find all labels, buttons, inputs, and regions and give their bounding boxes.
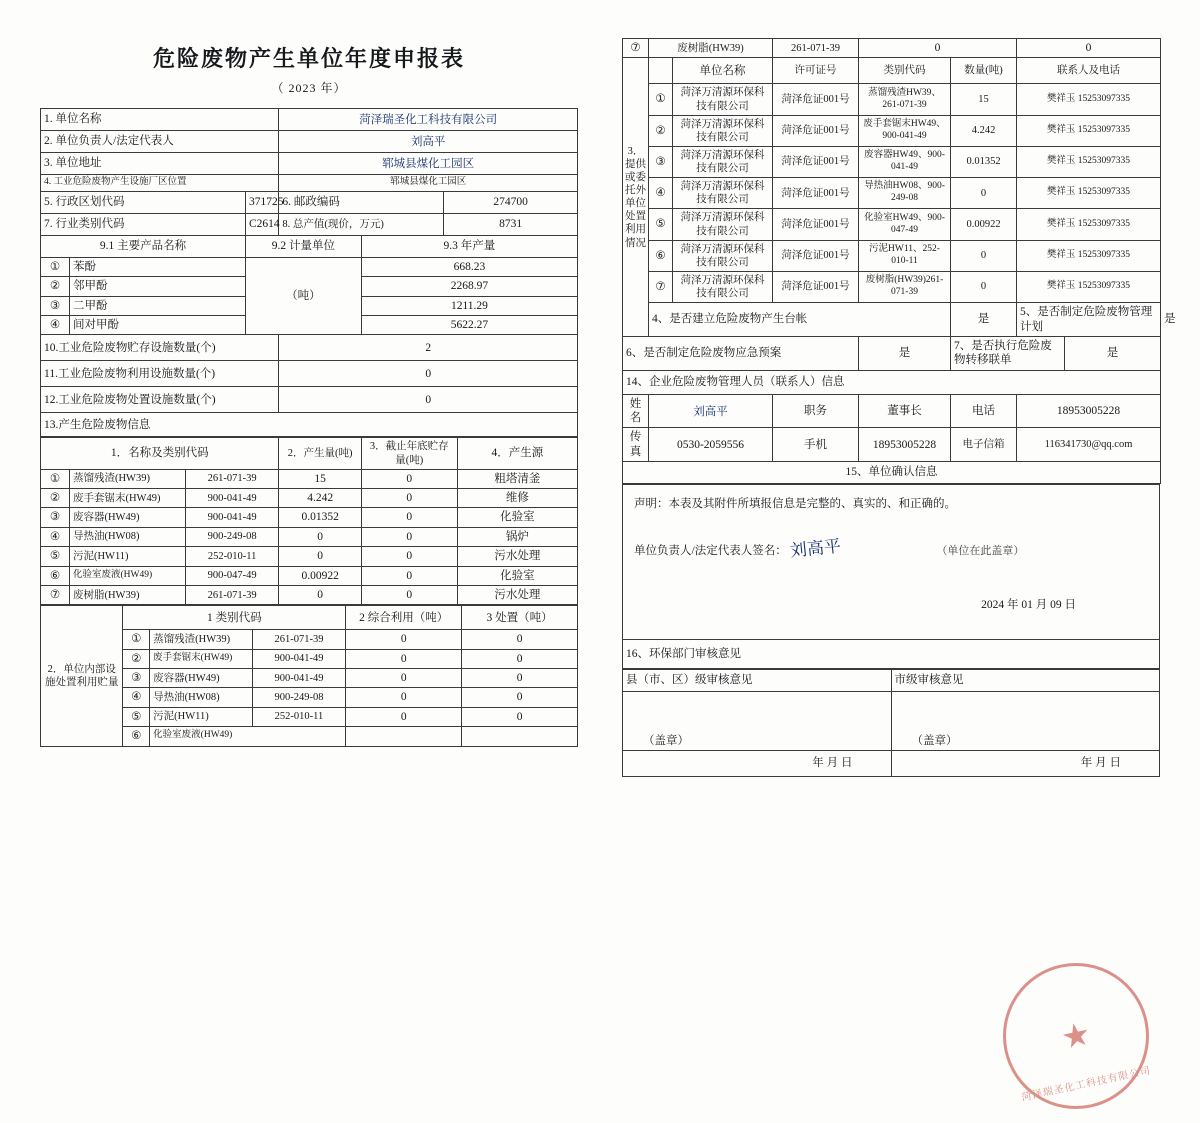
main-info-table [40,108,578,437]
product-name: 二甲酚 [69,296,245,315]
manager-post-value: 董事长 [859,394,951,428]
waste-stock: 0 [361,547,457,566]
waste-code: 900-249-08 [185,527,279,546]
waste-source: 污水处理 [457,547,577,566]
product-name: 间对甲酚 [69,316,245,335]
s3-index: ⑥ [649,240,673,271]
s3-index: ⑤ [649,209,673,240]
s3-index: ② [649,115,673,146]
waste-source: 化验室 [457,566,577,585]
sign-date: 2024 年 01 月 09 日 [981,599,1076,612]
seal-text: 菏泽瑞圣化工科技有限公司 [1020,1064,1152,1104]
manager-fax-value: 0530-2059556 [649,428,773,462]
s3-contact: 樊祥玉 15253097335 [1017,271,1161,302]
internal-name: 废容器(HW49) [150,669,252,688]
product-index: ③ [41,296,70,315]
product-index: ① [41,257,70,276]
row-value-unit-name: 菏泽瑞圣化工科技有限公司 [279,109,578,131]
s3-code: 化验室HW49、900-047-49 [859,209,951,240]
product-qty: 668.23 [361,257,577,276]
s3-index-header [649,58,673,84]
internal-index: ⑤ [123,707,150,726]
s3-license: 菏泽危证001号 [773,84,859,115]
internal-use: 0 [346,669,462,688]
s3-index: ⑦ [649,271,673,302]
s3-code: 废树脂(HW39)261-071-39 [859,271,951,302]
q4-label: 4、是否建立危险废物产生台帐 [649,303,951,337]
internal-code: 261-071-39 [252,630,346,649]
s3-license: 菏泽危证001号 [773,146,859,177]
s3-header-contact: 联系人及电话 [1017,58,1161,84]
row-label-industry-code: 7. 行业类别代码 [41,213,246,235]
s3-contact: 樊祥玉 15253097335 [1017,84,1161,115]
waste-gen: 0 [279,527,361,546]
s3-header-unit: 单位名称 [673,58,773,84]
s3-license: 菏泽危证001号 [773,115,859,146]
internal-name: 蒸馏残渣(HW39) [150,630,252,649]
waste-gen: 0.01352 [279,508,361,527]
s3-contact: 樊祥玉 15253097335 [1017,209,1161,240]
waste-source: 锅炉 [457,527,577,546]
internal-header-disposal: 3 处置（吨） [462,606,578,630]
product-index: ② [41,277,70,296]
internal-section-label: 2．单位内部设施处置利用贮量 [41,606,123,746]
waste-code: 261-071-39 [185,469,279,488]
product-qty: 5622.27 [361,316,577,335]
review-table [622,669,1160,777]
s3-contact: 樊祥玉 15253097335 [1017,178,1161,209]
section14-label: 14、企业危险废物管理人员（联系人）信息 [623,370,1161,394]
internal-name: 污泥(HW11) [150,707,252,726]
declaration-text: 声明：本表及其附件所填报信息是完整的、真实的、和正确的。 [634,498,956,511]
waste-header-name: 1．名称及类别代码 [41,438,279,469]
internal-disposal: 0 [462,707,578,726]
row-value-output-value: 8731 [444,213,578,235]
waste-header-gen: 2．产生量(吨) [279,438,361,469]
waste-header-stock: 3．截止年底贮存量(吨) [361,438,457,469]
waste-generation-table [40,437,578,605]
product-name: 邻甲酚 [69,277,245,296]
row-value-storage-count: 2 [279,335,578,361]
manager-fax-label: 传真 [623,428,649,462]
internal-use: 0 [346,630,462,649]
s3-unit: 菏泽万清源环保科技有限公司 [673,240,773,271]
waste-gen: 0.00922 [279,566,361,585]
waste-stock: 0 [361,527,457,546]
s3-code: 废容器HW49、900-041-49 [859,146,951,177]
internal-disposal: 0 [462,669,578,688]
internal-code: 900-041-49 [252,649,346,668]
s3-contact: 樊祥玉 15253097335 [1017,115,1161,146]
internal-name: 导热油(HW08) [150,688,252,707]
q4-value: 是 [951,303,1017,337]
waste-source: 污水处理 [457,585,577,604]
s3-unit: 菏泽万清源环保科技有限公司 [673,115,773,146]
products-header-unit: 9.2 计量单位 [245,235,361,257]
q7-value: 是 [1065,336,1161,370]
s3-contact: 樊祥玉 15253097335 [1017,240,1161,271]
manager-tel-label: 电话 [951,394,1017,428]
s3-unit: 菏泽万清源环保科技有限公司 [673,271,773,302]
waste-index: ④ [41,527,70,546]
s3-unit: 菏泽万清源环保科技有限公司 [673,84,773,115]
internal-use: 0 [346,649,462,668]
row-label-waste-info: 13.产生危险废物信息 [41,413,578,437]
waste-code: 252-010-11 [185,547,279,566]
s3-qty: 0 [951,240,1017,271]
internal-index: ① [123,630,150,649]
s3-contact: 樊祥玉 15253097335 [1017,146,1161,177]
row-label-postcode: 6. 邮政编码 [279,191,444,213]
top-row-value2: 0 [1017,39,1161,58]
section3-label: 3．提供或委托外单位处置利用情况 [623,58,649,337]
s3-qty: 15 [951,84,1017,115]
waste-gen: 4.242 [279,489,361,508]
top-row-name: 废树脂(HW39) [649,39,773,58]
internal-code: 900-249-08 [252,688,346,707]
left-column [0,0,600,800]
q6-label: 6、是否制定危险废物应急预案 [623,336,859,370]
internal-name: 废手套锯末(HW49) [150,649,252,668]
product-name: 苯酚 [69,257,245,276]
s3-license: 菏泽危证001号 [773,209,859,240]
waste-name: 蒸馏残渣(HW39) [69,469,185,488]
waste-header-source: 4．产生源 [457,438,577,469]
waste-name: 化验室废液(HW49) [69,566,185,585]
year-line: （ 2023 年） [271,81,347,95]
section15-label: 15、单位确认信息 [623,462,1161,484]
county-review-label: 县（市、区）级审核意见 [623,670,892,692]
waste-source: 粗塔清釜 [457,469,577,488]
row-value-industry-code: C2614 [245,213,278,235]
s3-index: ① [649,84,673,115]
signer-label: 单位负责人/法定代表人签名： [634,545,787,558]
s3-header-license: 许可证号 [773,58,859,84]
internal-disposal: 0 [462,630,578,649]
row-label-utilization-count: 11.工业危险废物利用设施数量(个) [41,361,279,387]
waste-source: 化验室 [457,508,577,527]
s3-license: 菏泽危证001号 [773,178,859,209]
s3-qty: 0.00922 [951,209,1017,240]
internal-code: 900-041-49 [252,669,346,688]
waste-stock: 0 [361,489,457,508]
waste-name: 废容器(HW49) [69,508,185,527]
section16-label: 16、环保部门审核意见 [623,640,1160,669]
top-row-code: 261-071-39 [773,39,859,58]
s3-unit: 菏泽万清源环保科技有限公司 [673,209,773,240]
stamp-hint: （单位在此盖章） [936,545,1025,558]
row-value-facility-location: 郓城县煤化工园区 [279,175,578,192]
waste-source: 维修 [457,489,577,508]
q5-label: 5、是否制定危险废物管理计划 [1017,303,1161,337]
waste-name: 废手套锯末(HW49) [69,489,185,508]
internal-header-code: 1 类别代码 [123,606,346,630]
internal-use: 0 [346,688,462,707]
row-value-address: 郓城县煤化工园区 [279,153,578,175]
internal-index: ② [123,649,150,668]
waste-code: 900-041-49 [185,508,279,527]
internal-disposal-table [40,605,578,746]
manager-mobile-label: 手机 [773,428,859,462]
internal-disposal [462,727,578,746]
manager-email-value: 116341730@qq.com [1017,428,1161,462]
county-stamp: （盖章） [623,692,892,751]
s3-license: 菏泽危证001号 [773,271,859,302]
waste-name: 污泥(HW11) [69,547,185,566]
row-label-facility-location: 4. 工业危险废物产生设施厂区位置 [41,175,279,192]
company-seal [989,950,1162,1123]
county-date: 年 月 日 [623,751,892,777]
waste-index: ⑦ [41,585,70,604]
internal-index: ⑥ [123,727,150,746]
internal-index: ④ [123,688,150,707]
s3-qty: 0.01352 [951,146,1017,177]
s3-code: 废手套锯末HW49、900-041-49 [859,115,951,146]
s3-unit: 菏泽万清源环保科技有限公司 [673,178,773,209]
top-row-index: ⑦ [623,39,649,58]
products-header-name: 9.1 主要产品名称 [41,235,246,257]
internal-index: ③ [123,669,150,688]
signature: 刘高平 [788,536,842,562]
s3-qty: 4.242 [951,115,1017,146]
internal-header-use: 2 综合利用（吨） [346,606,462,630]
page-title: 危险废物产生单位年度申报表 [152,46,465,71]
waste-gen: 0 [279,585,361,604]
internal-disposal: 0 [462,649,578,668]
city-review-label: 市级审核意见 [891,670,1160,692]
s3-qty: 0 [951,271,1017,302]
manager-tel-value: 18953005228 [1017,394,1161,428]
internal-use: 0 [346,707,462,726]
row-value-utilization-count: 0 [279,361,578,387]
s3-code: 污泥HW11、252-010-11 [859,240,951,271]
s3-code: 导热油HW08、900-249-08 [859,178,951,209]
manager-name-value: 刘高平 [649,394,773,428]
waste-index: ② [41,489,70,508]
top-row-value1: 0 [859,39,1017,58]
waste-stock: 0 [361,508,457,527]
row-value-postcode: 274700 [444,191,578,213]
internal-code: 252-010-11 [252,707,346,726]
row-value-district-code: 371725 [245,191,278,213]
s3-index: ③ [649,146,673,177]
row-value-disposal-count: 0 [279,387,578,413]
waste-code: 900-041-49 [185,489,279,508]
s3-code: 蒸馏残渣HW39、261-071-39 [859,84,951,115]
s3-index: ④ [649,178,673,209]
product-qty: 1211.29 [361,296,577,315]
products-header-qty: 9.3 年产量 [361,235,577,257]
s3-header-qty: 数量(吨) [951,58,1017,84]
waste-name: 导热油(HW08) [69,527,185,546]
waste-stock: 0 [361,566,457,585]
row-label-disposal-count: 12.工业危险废物处置设施数量(个) [41,387,279,413]
internal-use [346,727,462,746]
row-label-legal-rep: 2. 单位负责人/法定代表人 [41,131,279,153]
waste-name: 废树脂(HW39) [69,585,185,604]
waste-code: 900-047-49 [185,566,279,585]
products-unit-cell: （吨） [245,257,361,335]
q6-value: 是 [859,336,951,370]
product-qty: 2268.97 [361,277,577,296]
waste-gen: 15 [279,469,361,488]
city-stamp: （盖章） [891,692,1160,751]
s3-license: 菏泽危证001号 [773,240,859,271]
manager-email-label: 电子信箱 [951,428,1017,462]
waste-gen: 0 [279,547,361,566]
right-top-table: ⑦ 废树脂(HW39) 261-071-39 0 0 3．提供或委托外单位处置利用情况 单位名称 许可证号 类别代码 数量(吨) 联系人及电话 ① 菏泽万清源环保科技有限公司 菏泽危证001号 蒸馏残渣HW39、261-071-39 15 樊祥玉 15253097335 ② 菏泽万清源环保科技有限公司 菏泽危证001号 废手套锯末HW49、900-041-49 4.242 樊祥玉 15253097335 ③ 菏泽万清源环保科技有限公司 菏泽危证001号 废容器HW49、900-041-49 0.01352 樊祥玉 15253097335 ④ 菏泽万清源环保科技有限公司 菏泽危证001号 导热油HW08、900-249-08 0 樊祥玉 15253097335 ⑤ 菏泽万清源环保科技有限公司 菏泽危证001号 化验室HW49、900-047-49 0.00922 樊祥玉 15253097335 ⑥ 菏泽万清源环保科技有限公司 菏泽危证001号 污泥HW11、252-010-11 0 樊祥玉 15253097335 ⑦ 菏泽万清源环保科技有限公司 菏泽危证001号 废树脂(HW39)261-071-39 0 樊祥玉 15253097335 4、是否建立危险废物产生台帐 是 5、是否制定危险废物管理计划 是 6、是否制定危险废物应急预案 是 7、是否执行危险废物转移联单 是 14、企业危险废物管理人员（联系人）信息 姓名 刘高平 职务 董事长 电话 18953005228 传真 0530-2059556 手机 18953005228 电子信箱 116341730@qq.com 15、单位确认信息 [622,38,1161,484]
waste-stock: 0 [361,585,457,604]
waste-index: ⑥ [41,566,70,585]
waste-index: ③ [41,508,70,527]
internal-disposal: 0 [462,688,578,707]
s3-unit: 菏泽万清源环保科技有限公司 [673,146,773,177]
row-label-address: 3. 单位地址 [41,153,279,175]
row-label-output-value: 8. 总产值(现价，万元) [279,213,444,235]
right-column [600,0,1200,1104]
s3-qty: 0 [951,178,1017,209]
q7-label: 7、是否执行危险废物转移联单 [951,336,1065,370]
waste-index: ① [41,469,70,488]
city-date: 年 月 日 [891,751,1160,777]
manager-post-label: 职务 [773,394,859,428]
s3-header-code: 类别代码 [859,58,951,84]
row-label-district-code: 5. 行政区划代码 [41,191,246,213]
row-label-storage-count: 10.工业危险废物贮存设施数量(个) [41,335,279,361]
waste-stock: 0 [361,469,457,488]
waste-code: 261-071-39 [185,585,279,604]
product-index: ④ [41,316,70,335]
row-label-unit-name: 1. 单位名称 [41,109,279,131]
row-value-legal-rep: 刘高平 [279,131,578,153]
manager-name-label: 姓名 [623,394,649,428]
waste-index: ⑤ [41,547,70,566]
internal-name: 化验室废液(HW49) [150,727,346,746]
manager-mobile-value: 18953005228 [859,428,951,462]
